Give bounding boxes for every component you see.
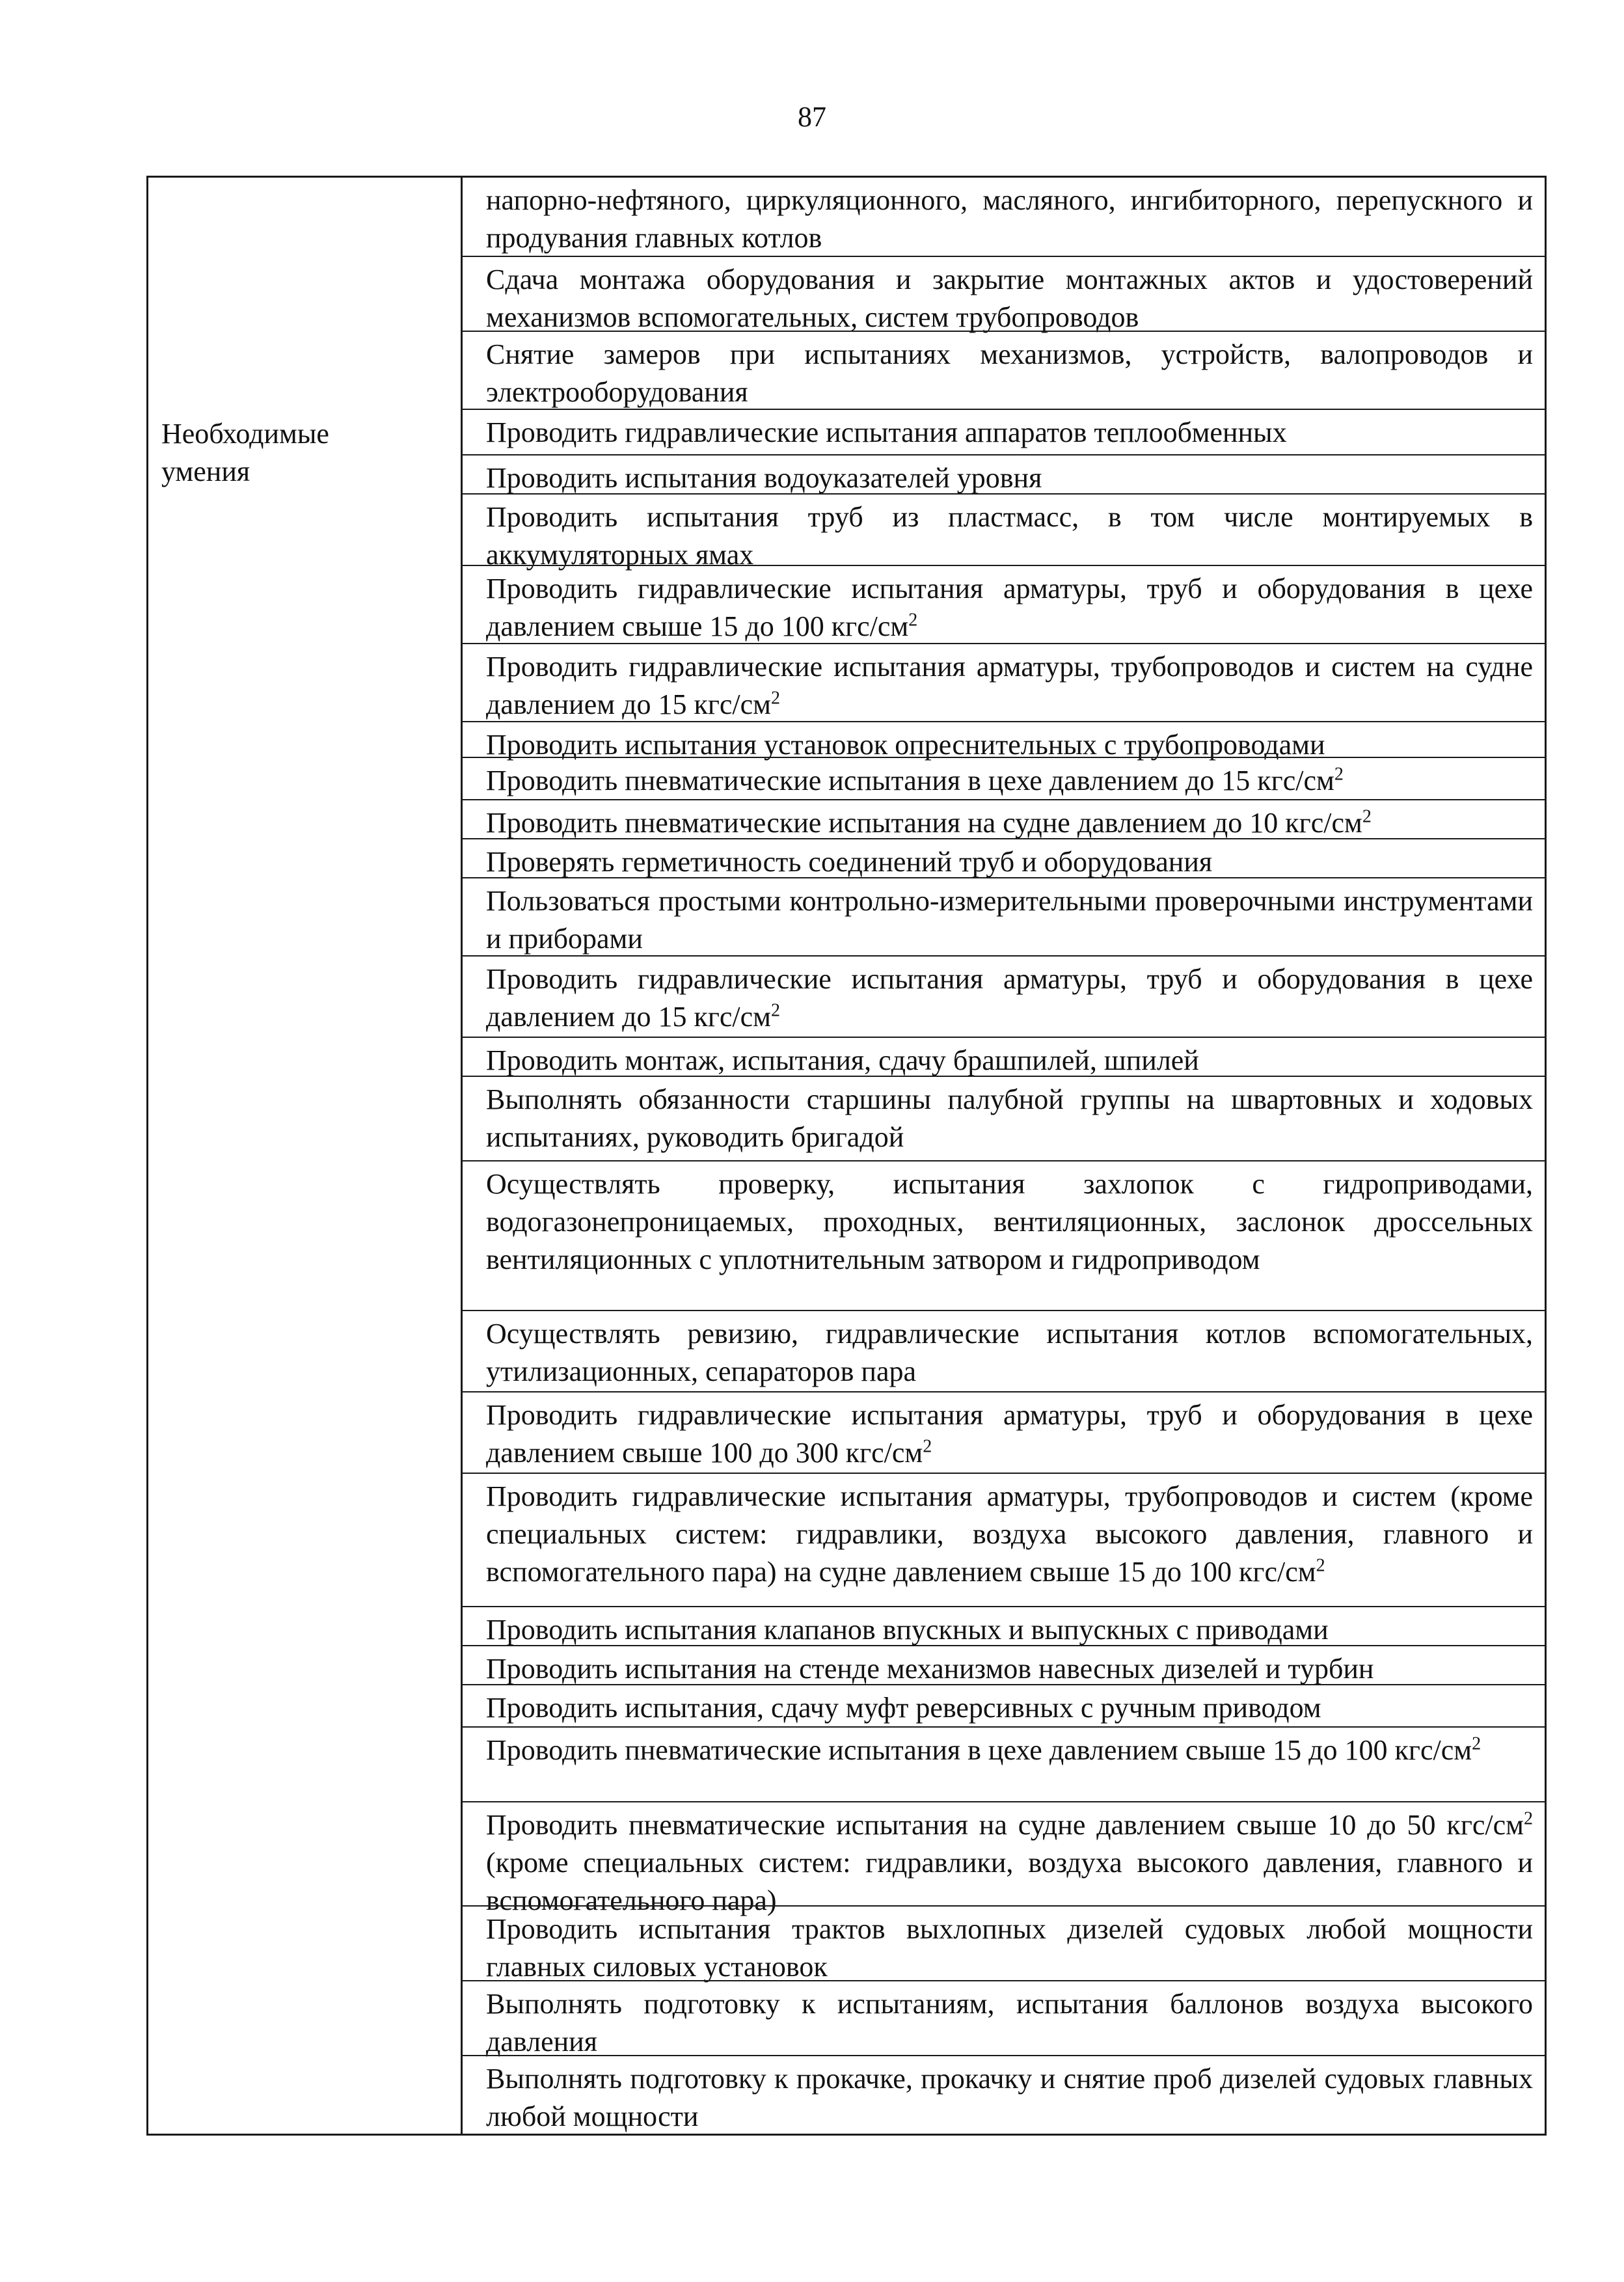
table-row [463, 1980, 1545, 2058]
skills-table [146, 176, 1547, 2136]
row-text: Осуществлять ревизию, гидравлические испытания котлов вспомогательных, утилизационных, сепараторов пара [486, 1318, 1533, 1387]
table-row [463, 2055, 1545, 2134]
table-row [463, 1160, 1545, 1310]
table-row [463, 1606, 1545, 1645]
superscript: 2 [923, 1436, 932, 1457]
table-row [463, 409, 1545, 454]
superscript: 2 [771, 1000, 781, 1021]
row-text: Проводить испытания труб из пластмасс, в том числе монтируемых в аккумуляторных ямах [486, 501, 1533, 571]
table-row [463, 757, 1545, 799]
row-text: Проводить испытания трактов выхлопных дизелей судовых любой мощности главных силовых установок [486, 1913, 1533, 1983]
row-text: Проводить монтаж, испытания, сдачу брашпилей, шпилей [486, 1044, 1199, 1076]
table-row [463, 1801, 1545, 1916]
row-text: Пользоваться простыми контрольно-измерительными проверочными инструментами и приборами [486, 885, 1533, 955]
row-text: Проводить испытания установок опреснительных с трубопроводами [486, 729, 1325, 761]
superscript: 2 [908, 610, 918, 631]
row-text: Проводить гидравлические испытания аппаратов теплообменных [486, 416, 1287, 448]
table-row [463, 1310, 1545, 1391]
table-row [463, 1037, 1545, 1076]
table-rows [463, 178, 1545, 2134]
row-text: Проводить пневматические испытания в цехе давлением свыше 15 до 100 кгс/см [486, 1734, 1472, 1766]
row-text: Выполнять подготовку к испытаниям, испытания баллонов воздуха высокого давления [486, 1988, 1533, 2058]
superscript: 2 [1334, 764, 1344, 785]
row-text: Проводить гидравлические испытания арматуры, трубопроводов и систем (кроме специальных систем: гидравлики, воздуха высокого давления, главного и вспомогательного пара) на судне давлением свыше 15 до 100 кгс/см [486, 1480, 1533, 1588]
row-text: Проводить испытания на стенде механизмов навесных дизелей и турбин [486, 1653, 1374, 1685]
table-row [463, 493, 1545, 571]
table-row [463, 178, 1545, 256]
row-text: напорно-нефтяного, циркуляционного, масляного, ингибиторного, перепускного и продувания главных котлов [486, 184, 1533, 254]
row-text: Проводить пневматические испытания в цехе давлением до 15 кгс/см [486, 765, 1334, 796]
table-row [463, 1726, 1545, 1801]
row-text: Выполнять обязанности старшины палубной группы на швартовных и ходовых испытаниях, руководить бригадой [486, 1083, 1533, 1153]
table-row [463, 565, 1545, 643]
page-number: 87 [798, 101, 826, 133]
table-row [463, 331, 1545, 409]
row-text: Проводить пневматические испытания на судне давлением до 10 кгс/см [486, 807, 1362, 839]
table-row [463, 1905, 1545, 1983]
row-text: Проводить пневматические испытания на судне давлением свыше 10 до 50 кгс/см [486, 1809, 1524, 1841]
row-text: Проводить испытания водоуказателей уровня [486, 462, 1042, 494]
table-row [463, 799, 1545, 838]
table-row [463, 955, 1545, 1037]
superscript: 2 [1316, 1555, 1325, 1576]
table-row [463, 1645, 1545, 1684]
table-row [463, 838, 1545, 877]
row-text-continuation: (кроме специальных систем: гидравлики, воздуха высокого давления, главного и вспомогательного пара) [486, 1847, 1533, 1916]
table-row [463, 721, 1545, 761]
superscript: 2 [1472, 1733, 1482, 1754]
table-row [463, 1391, 1545, 1473]
superscript: 2 [1524, 1808, 1533, 1829]
table-row [463, 1076, 1545, 1160]
table-row [463, 454, 1545, 493]
section-label [161, 415, 448, 491]
table-row [463, 877, 1545, 955]
row-text: Осуществлять проверку, испытания захлопок с гидроприводами, водогазонепроницаемых, проходных, вентиляционных, заслонок дроссельных вентиляционных с уплотнительным затвором и гидроприводом [486, 1168, 1533, 1275]
section-label-line: умения [161, 455, 250, 487]
row-text: Проверять герметичность соединений труб и оборудования [486, 846, 1213, 878]
row-text: Снятие замеров при испытаниях механизмов, устройств, валопроводов и электрооборудования [486, 338, 1533, 408]
row-text: Проводить испытания, сдачу муфт реверсивных с ручным приводом [486, 1692, 1321, 1724]
superscript: 2 [1362, 806, 1372, 827]
row-text: Выполнять подготовку к прокачке, прокачку и снятие проб дизелей судовых главных любой мощности [486, 2063, 1533, 2132]
row-text: Проводить гидравлические испытания арматуры, труб и оборудования в цехе давлением свыше 100 до 300 кгс/см [486, 1399, 1533, 1469]
row-text: Проводить испытания клапанов впускных и выпускных с приводами [486, 1614, 1329, 1646]
table-row [463, 256, 1545, 331]
row-text: Сдача монтажа оборудования и закрытие монтажных актов и удостоверений механизмов вспомогательных, систем трубопроводов [486, 264, 1533, 333]
section-label-line: Необходимые [161, 418, 329, 450]
row-text: Проводить гидравлические испытания арматуры, трубопроводов и систем на судне давлением до 15 кгс/см [486, 651, 1533, 720]
superscript: 2 [771, 688, 781, 709]
table-row [463, 1473, 1545, 1606]
table-row [463, 643, 1545, 721]
row-text: Проводить гидравлические испытания арматуры, труб и оборудования в цехе давлением свыше 15 до 100 кгс/см [486, 573, 1533, 642]
row-text: Проводить гидравлические испытания арматуры, труб и оборудования в цехе давлением до 15 кгс/см [486, 963, 1533, 1033]
table-row [463, 1684, 1545, 1726]
